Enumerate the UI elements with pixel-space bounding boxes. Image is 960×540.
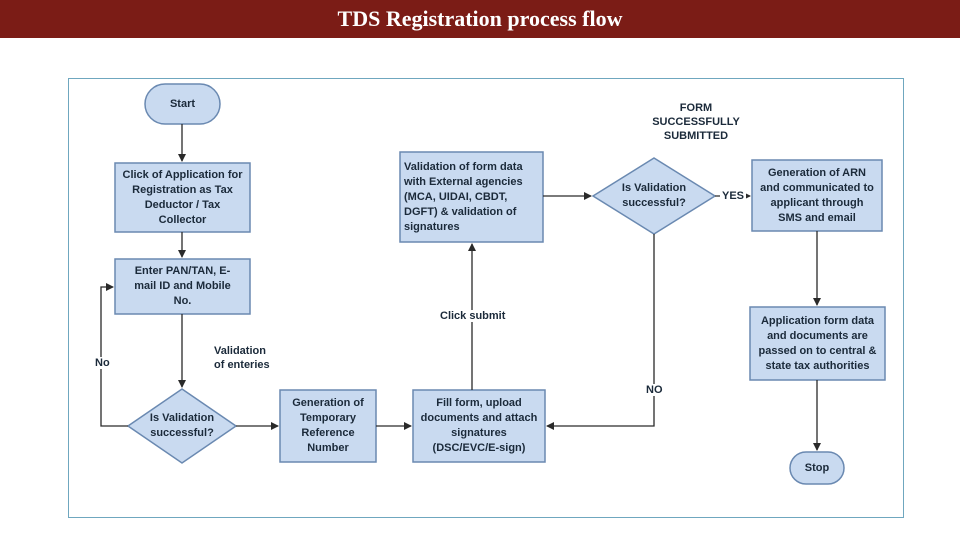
decision-right-node: [612, 178, 696, 214]
fill-form-node-label: Fill form, upload documents and attach signatures (DSC/EVC/E-sign): [420, 397, 538, 454]
click-application-node-label: Click of Application for Registration as Tax Deductor / Tax Collector: [122, 168, 243, 226]
yes-label: [720, 189, 746, 203]
decision-right-label: Is Validation successful?: [621, 182, 687, 209]
fill-form-node: [413, 390, 545, 462]
click-application-node: [115, 163, 250, 232]
decision-left-node: [140, 408, 224, 444]
validation-external-node-label: Validation of form data with External agencies (MCA, UIDAI, CBDT, DGFT) & validation of signatures: [404, 160, 523, 233]
no-right-label: [644, 383, 665, 397]
click-submit-label: [438, 309, 507, 323]
generation-trn-node: [280, 390, 376, 462]
application-passed-node: [750, 307, 885, 380]
no-left-label-text: No: [95, 357, 110, 369]
no-right-label-text: NO: [646, 384, 663, 396]
generation-arn-node: [752, 160, 882, 231]
form-submitted-label: FORM SUCCESSFULLY SUBMITTED: [652, 102, 740, 142]
application-passed-node-label: Application form data and documents are passed on to central & state tax authorities: [758, 314, 877, 372]
generation-trn-node-label: Generation of Temporary Reference Number: [292, 397, 364, 454]
click-submit-label-text: Click submit: [440, 310, 506, 322]
enter-pan-node: [115, 259, 250, 314]
stop-node-label: Stop: [804, 461, 830, 474]
decision-left-label: Is Validation successful?: [149, 412, 215, 439]
yes-label-text: YES: [722, 190, 745, 202]
stop-node: [790, 452, 844, 484]
start-node: [145, 84, 220, 124]
arrow-decision-no-to-fill: [547, 234, 654, 426]
generation-arn-node-label: Generation of ARN and communicated to applicant through SMS and email: [760, 166, 874, 224]
validation-external-node: [400, 152, 543, 242]
no-left-label: [93, 356, 112, 370]
validation-entries-label: Validation of enteries: [214, 345, 270, 371]
start-node-label: Start: [169, 97, 196, 110]
slide-title: TDS Registration process flow: [337, 6, 623, 31]
enter-pan-node-label: Enter PAN/TAN, E-mail ID and Mobile No.: [134, 265, 231, 307]
